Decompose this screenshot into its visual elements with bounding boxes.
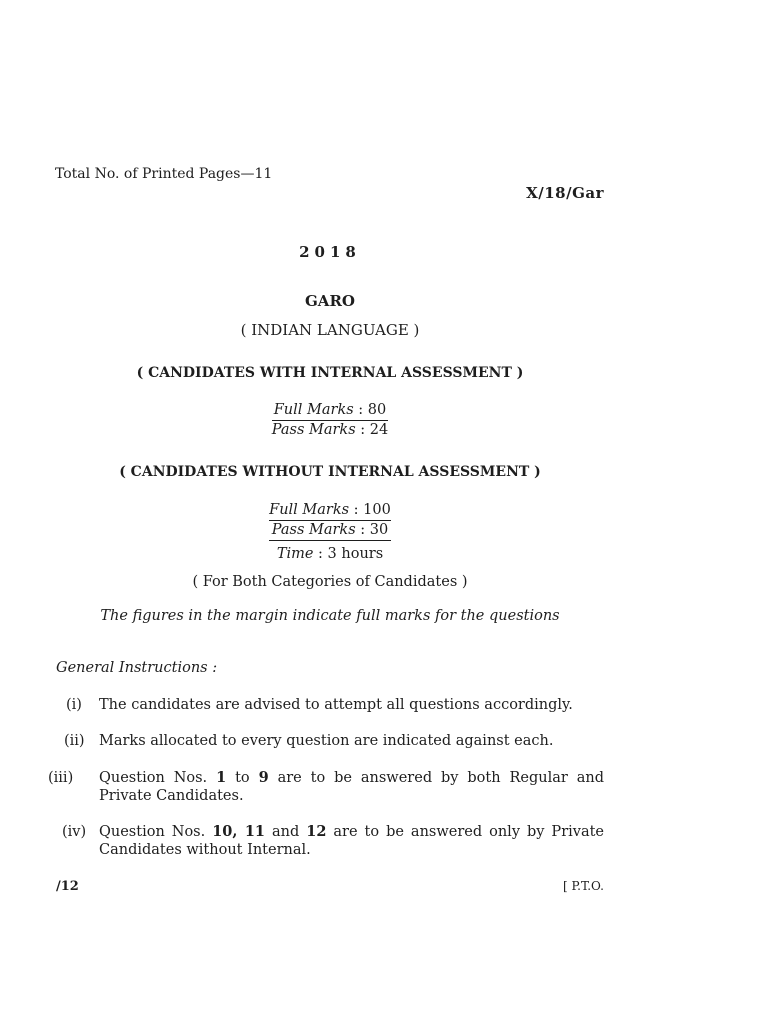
marks-without-internal bbox=[0, 501, 660, 541]
with-internal-heading: ( CANDIDATES WITH INTERNAL ASSESSMENT ) bbox=[136, 365, 524, 381]
instruction-text bbox=[99, 823, 604, 859]
instruction-line: Question Nos. 1 to 9 are to be answered by both Regular and bbox=[99, 769, 604, 786]
instruction-text: The candidates are advised to attempt all questions accordingly. bbox=[99, 697, 573, 713]
printed-pages-count: Total No. of Printed Pages—11 bbox=[55, 166, 273, 182]
instruction-text: Marks allocated to every question are indicated against each. bbox=[99, 733, 554, 749]
general-instructions-heading: General Instructions : bbox=[56, 660, 218, 676]
footer-code: /12 bbox=[56, 879, 79, 894]
pass-marks-label: Pass Marks bbox=[271, 522, 356, 538]
instruction-number: (ii) bbox=[64, 733, 85, 749]
instruction-line: Candidates without Internal. bbox=[99, 842, 311, 858]
instruction-line: Question Nos. 10, 11 and 12 are to be answered only by Private bbox=[99, 823, 605, 840]
pass-marks-label: Pass Marks bbox=[271, 422, 356, 438]
pass-marks-value: : 30 bbox=[355, 522, 389, 538]
time-label: Time bbox=[276, 546, 314, 562]
language-subtitle: ( INDIAN LANGUAGE ) bbox=[240, 321, 420, 339]
footer-pto: [ P.T.O. bbox=[563, 879, 604, 893]
instruction-item bbox=[48, 823, 604, 859]
instruction-text bbox=[99, 769, 604, 805]
marks-with-internal bbox=[0, 401, 660, 440]
instruction-item bbox=[48, 769, 604, 805]
paper-code: X/18/Gar bbox=[526, 184, 604, 202]
subject-title: GARO bbox=[305, 292, 355, 310]
instruction-number: (i) bbox=[66, 697, 82, 713]
instruction-item bbox=[48, 696, 604, 714]
time-value: : 3 hours bbox=[313, 546, 384, 562]
exam-time bbox=[0, 546, 660, 562]
full-marks-label: Full Marks bbox=[273, 402, 354, 418]
full-marks-line bbox=[269, 501, 391, 521]
full-marks-value: : 100 bbox=[349, 502, 391, 518]
exam-year: 2018 bbox=[299, 243, 361, 261]
without-internal-heading: ( CANDIDATES WITHOUT INTERNAL ASSESSMENT ) bbox=[119, 464, 541, 480]
full-marks-line bbox=[272, 401, 388, 421]
full-marks-label: Full Marks bbox=[269, 502, 350, 518]
instruction-number: (iv) bbox=[62, 824, 87, 840]
both-categories-note: ( For Both Categories of Candidates ) bbox=[192, 574, 468, 590]
instruction-line: Private Candidates. bbox=[99, 788, 244, 804]
full-marks-value: : 80 bbox=[353, 402, 387, 418]
instruction-number: (iii) bbox=[48, 770, 74, 786]
instruction-item bbox=[48, 732, 604, 750]
pass-marks-value: : 24 bbox=[355, 422, 389, 438]
margin-marks-note: The figures in the margin indicate full marks for the questions bbox=[100, 608, 560, 624]
pass-marks-line bbox=[269, 521, 391, 541]
pass-marks-line bbox=[272, 421, 388, 440]
